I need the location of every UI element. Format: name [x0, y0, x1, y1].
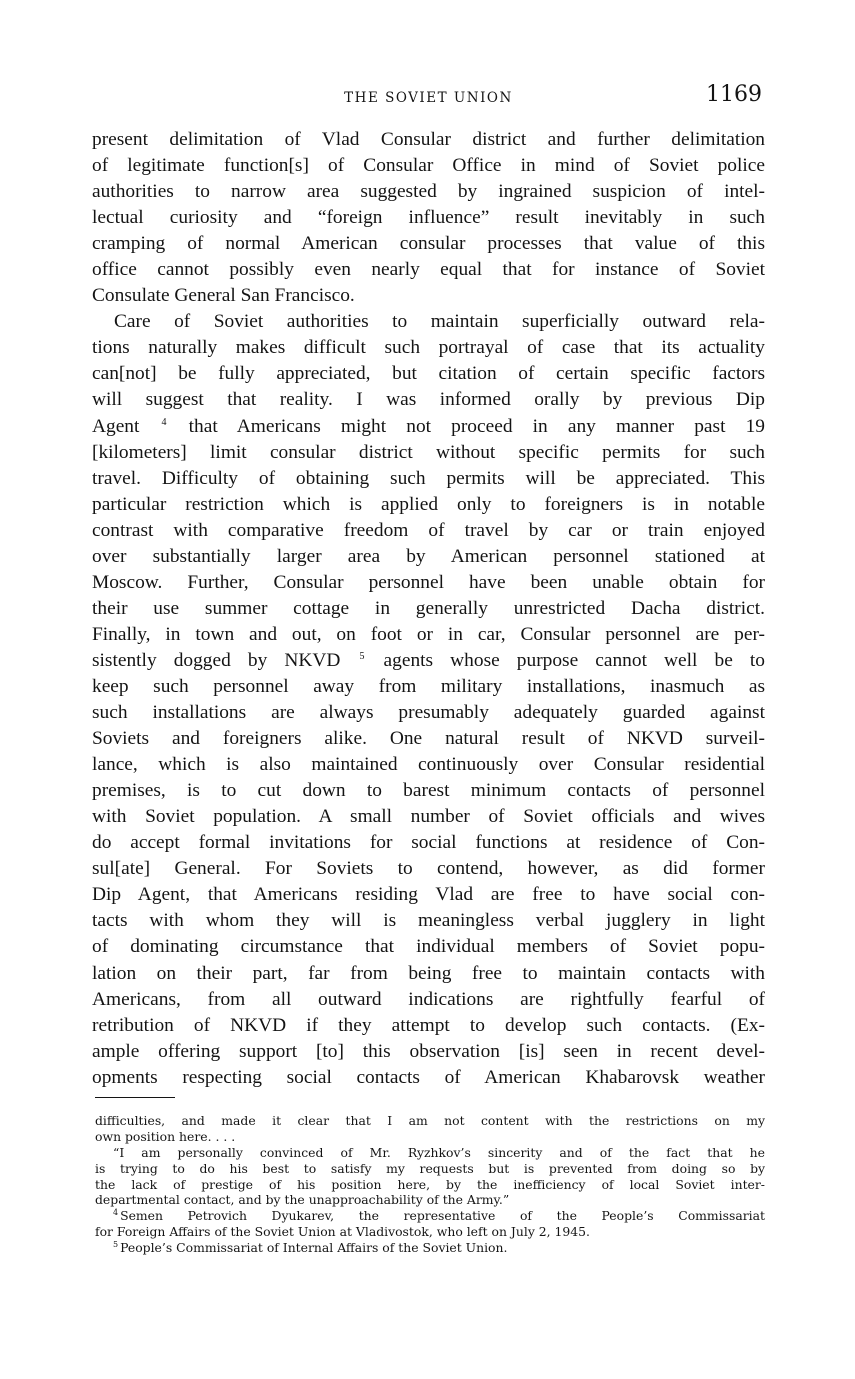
text-line: ample offering support [to] this observation [is] seen in recent devel-	[92, 1040, 765, 1062]
footnote	[95, 1113, 765, 1145]
text-line: sul[ate] General. For Soviets to contend, however, as did former	[92, 858, 765, 880]
text-line: lance, which is also maintained continuously over Consular residential	[92, 754, 765, 776]
footnote	[95, 1145, 765, 1209]
text-line: tacts with whom they will is meaningless verbal jugglery in light	[92, 910, 765, 932]
text-line: travel. Difficulty of obtaining such permits will be appreciated. This	[92, 467, 765, 489]
text-line: with Soviet population. A small number of Soviet officials and wives	[92, 806, 765, 828]
footnote-divider	[95, 1097, 175, 1098]
footnotes	[95, 1113, 765, 1256]
text-line: cramping of normal American consular processes that value of this	[92, 233, 765, 255]
text-line: [kilometers] limit consular district without specific permits for such	[92, 441, 765, 463]
body-text	[92, 127, 765, 1091]
footnote-marker: 5	[113, 1240, 119, 1250]
footnote-line: for Foreign Affairs of the Soviet Union at Vladivostok, who left on July 2, 1945.	[95, 1224, 590, 1240]
running-title: THE SOVIET UNION	[344, 90, 513, 106]
text-line: of dominating circumstance that individual members of Soviet popu-	[92, 936, 765, 958]
text-line: do accept formal invitations for social functions at residence of Con-	[92, 832, 765, 854]
footnote-reference: 5	[359, 650, 365, 662]
text-line: Americans, from all outward indications are rightfully fearful of	[92, 988, 765, 1010]
text-line: retribution of NKVD if they attempt to develop such contacts. (Ex-	[92, 1014, 765, 1036]
text-line: Agent $^4$ that Americans might not proceed in any manner past 19	[92, 415, 765, 437]
footnote-line: is trying to do his best to satisfy my requests but is prevented from doing so by	[95, 1160, 765, 1176]
footnote-line: “I am personally convinced of Mr. Ryzhkov’s sincerity and of the fact that he	[113, 1144, 765, 1160]
text-line: Finally, in town and out, on foot or in car, Consular personnel are per-	[92, 623, 765, 645]
text-line: sistently dogged by NKVD $^5$ agents whose purpose cannot well be to	[92, 649, 765, 671]
text-line: over substantially larger area by American personnel stationed at	[92, 545, 765, 567]
footnote-line: difficulties, and made it clear that I am not content with the restrictions on my	[95, 1113, 765, 1128]
running-head	[92, 82, 765, 112]
text-line: can[not] be fully appreciated, but citation of certain specific factors	[92, 363, 765, 385]
page-number: 1169	[706, 82, 762, 107]
text-line: lectual curiosity and “foreign influence” result inevitably in such	[92, 207, 765, 229]
text-line: such installations are always presumably adequately guarded against	[92, 702, 765, 724]
paragraph	[92, 127, 765, 309]
footnote-reference: 4	[161, 416, 167, 428]
text-line: present delimitation of Vlad Consular district and further delimitation	[92, 129, 765, 150]
text-line: contrast with comparative freedom of travel by car or train enjoyed	[92, 519, 765, 541]
text-line: their use summer cottage in generally unrestricted Dacha district.	[92, 597, 765, 619]
footnote-line: departmental contact, and by the unapproachability of the Army.”	[95, 1192, 510, 1208]
text-line: Consulate General San Francisco.	[92, 285, 355, 307]
text-line: premises, is to cut down to barest minimum contacts of personnel	[92, 780, 765, 802]
text-line: tions naturally makes difficult such portrayal of case that its actuality	[92, 337, 765, 359]
text-line: Dip Agent, that Americans residing Vlad are free to have social con-	[92, 884, 765, 906]
text-line: lation on their part, far from being free to maintain contacts with	[92, 962, 765, 984]
text-line: keep such personnel away from military installations, inasmuch as	[92, 675, 765, 697]
paragraph	[92, 309, 765, 1090]
text-line: Soviets and foreigners alike. One natural result of NKVD surveil-	[92, 728, 765, 750]
text-line: will suggest that reality. I was informed orally by previous Dip	[92, 389, 765, 411]
text-line: opments respecting social contacts of American Khabarovsk weather	[92, 1066, 765, 1088]
text-line: Care of Soviet authorities to maintain superficially outward rela-	[114, 311, 765, 333]
footnote-marker: 4	[113, 1208, 119, 1218]
footnote	[95, 1240, 765, 1256]
text-line: office cannot possibly even nearly equal that for instance of Soviet	[92, 259, 765, 281]
text-line: Moscow. Further, Consular personnel have been unable obtain for	[92, 571, 765, 593]
text-line: of legitimate function[s] of Consular Office in mind of Soviet police	[92, 155, 765, 177]
footnote-line: own position here. . . .	[95, 1128, 236, 1144]
footnote-line: $^4$ Semen Petrovich Dyukarev, the representative of the People’s Commissariat	[113, 1208, 765, 1224]
footnote	[95, 1208, 765, 1240]
text-line: particular restriction which is applied only to foreigners is in notable	[92, 493, 765, 515]
text-line: authorities to narrow area suggested by ingrained suspicion of intel-	[92, 181, 765, 203]
footnote-line: $^5$ People’s Commissariat of Internal Affairs of the Soviet Union.	[113, 1240, 508, 1256]
footnote-line: the lack of prestige of his position here, by the inefficiency of local Soviet inter-	[95, 1176, 765, 1192]
